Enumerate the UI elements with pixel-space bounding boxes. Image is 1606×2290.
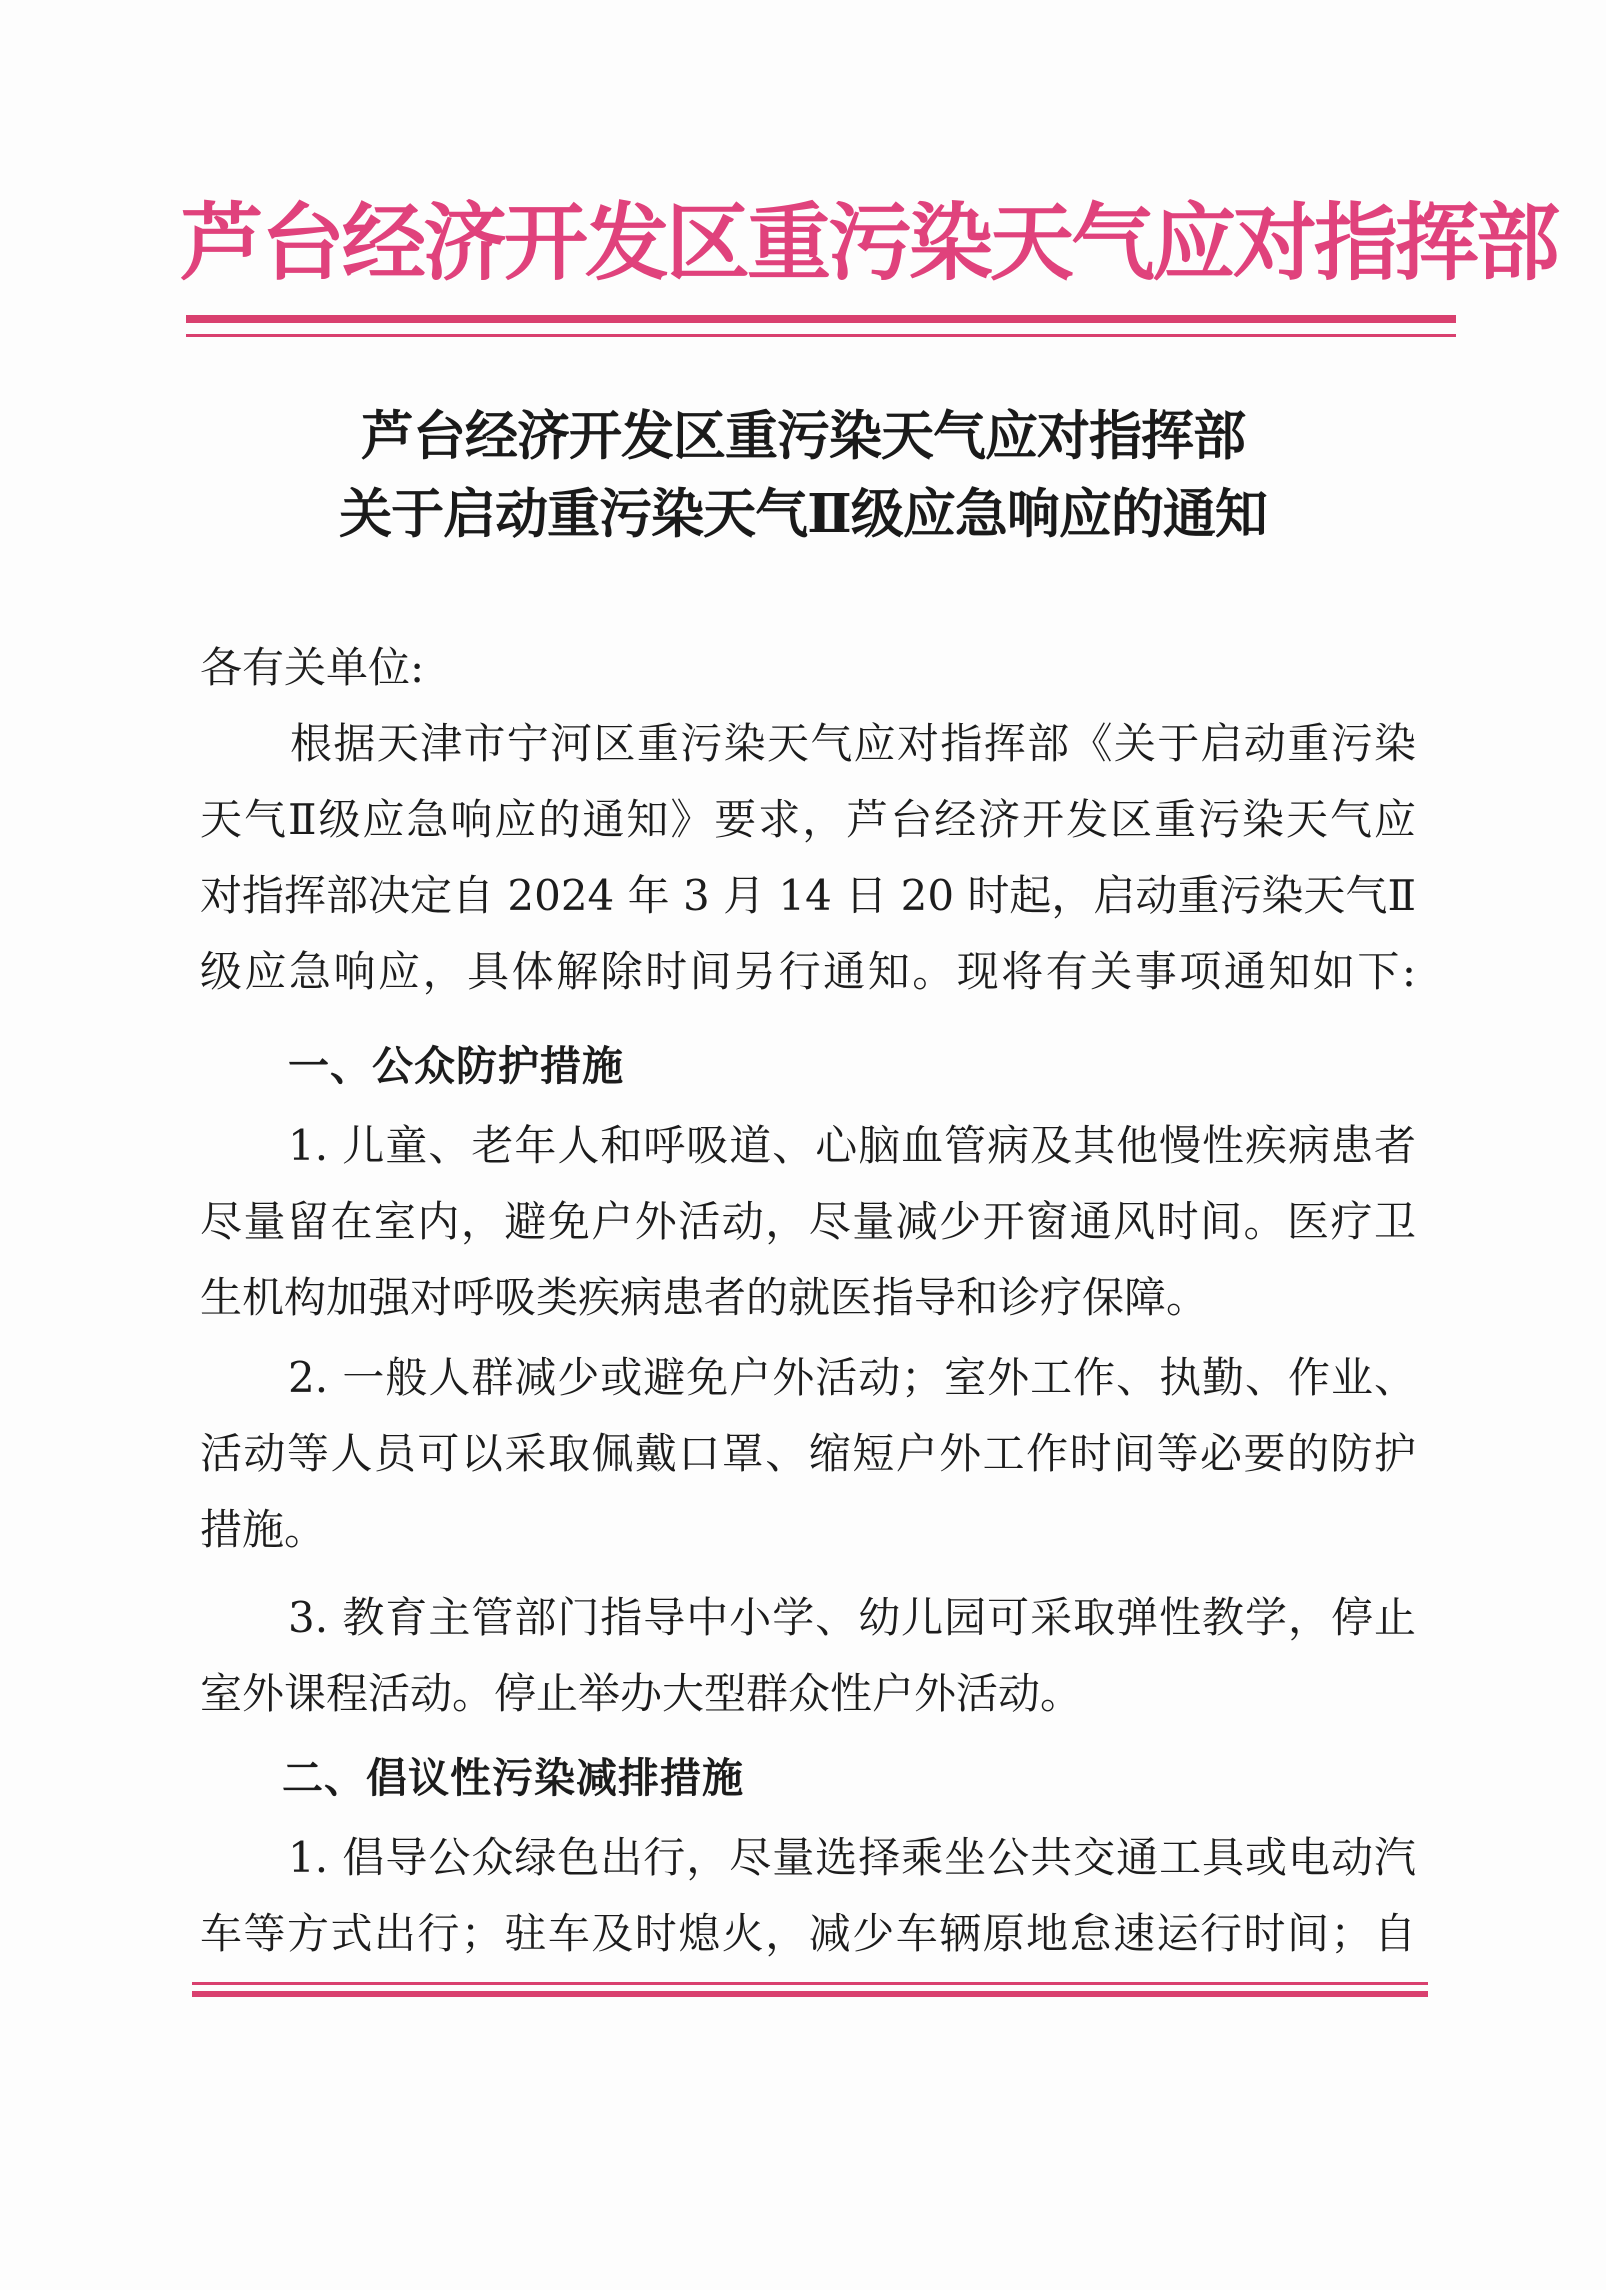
- section-heading-2: 二、倡议性污染减排措施: [282, 1754, 744, 1802]
- intro-line: 根据天津市宁河区重污染天气应对指挥部《关于启动重污染: [290, 719, 1416, 768]
- document-title-line-1: 芦台经济开发区重污染天气应对指挥部: [361, 405, 1245, 467]
- section1-item1-line: 生机构加强对呼吸类疾病患者的就医指导和诊疗保障。: [200, 1273, 1209, 1322]
- masthead-rule-thick: [186, 315, 1456, 323]
- intro-line: 对指挥部决定自 2024 年 3 月 14 日 20 时起，启动重污染天气Ⅱ: [200, 871, 1416, 920]
- section1-item2-line: 2. 一般人群减少或避免户外活动；室外工作、执勤、作业、: [288, 1353, 1416, 1402]
- section1-item1-line: 1. 儿童、老年人和呼吸道、心脑血管病及其他慢性疾病患者: [288, 1121, 1416, 1170]
- footer-rule-thick: [192, 1991, 1428, 1997]
- masthead-title: 芦台经济开发区重污染天气应对指挥部: [180, 193, 1558, 292]
- section1-item3-line: 室外课程活动。停止举办大型群众性户外活动。: [200, 1669, 1083, 1718]
- section1-item1-line: 尽量留在室内，避免户外活动，尽量减少开窗通风时间。医疗卫: [200, 1197, 1416, 1246]
- section2-item1-line: 1. 倡导公众绿色出行，尽量选择乘坐公共交通工具或电动汽: [288, 1833, 1416, 1882]
- intro-line: 级应急响应，具体解除时间另行通知。现将有关事项通知如下:: [200, 947, 1416, 996]
- section1-item2-line: 措施。: [200, 1505, 327, 1554]
- section1-item3-line: 3. 教育主管部门指导中小学、幼儿园可采取弹性教学，停止: [288, 1593, 1416, 1642]
- section2-item1-line: 车等方式出行；驻车及时熄火，减少车辆原地怠速运行时间；自: [200, 1909, 1416, 1958]
- section-heading-1: 一、公众防护措施: [288, 1042, 624, 1090]
- document-title-line-2: 关于启动重污染天气Ⅱ级应急响应的通知: [339, 483, 1267, 545]
- masthead-rule-thin: [186, 334, 1456, 337]
- intro-line: 天气Ⅱ级应急响应的通知》要求，芦台经济开发区重污染天气应: [200, 795, 1416, 844]
- section1-item2-line: 活动等人员可以采取佩戴口罩、缩短户外工作时间等必要的防护: [200, 1429, 1416, 1478]
- footer-rule-thin: [192, 1982, 1428, 1985]
- salutation: 各有关单位:: [200, 643, 425, 692]
